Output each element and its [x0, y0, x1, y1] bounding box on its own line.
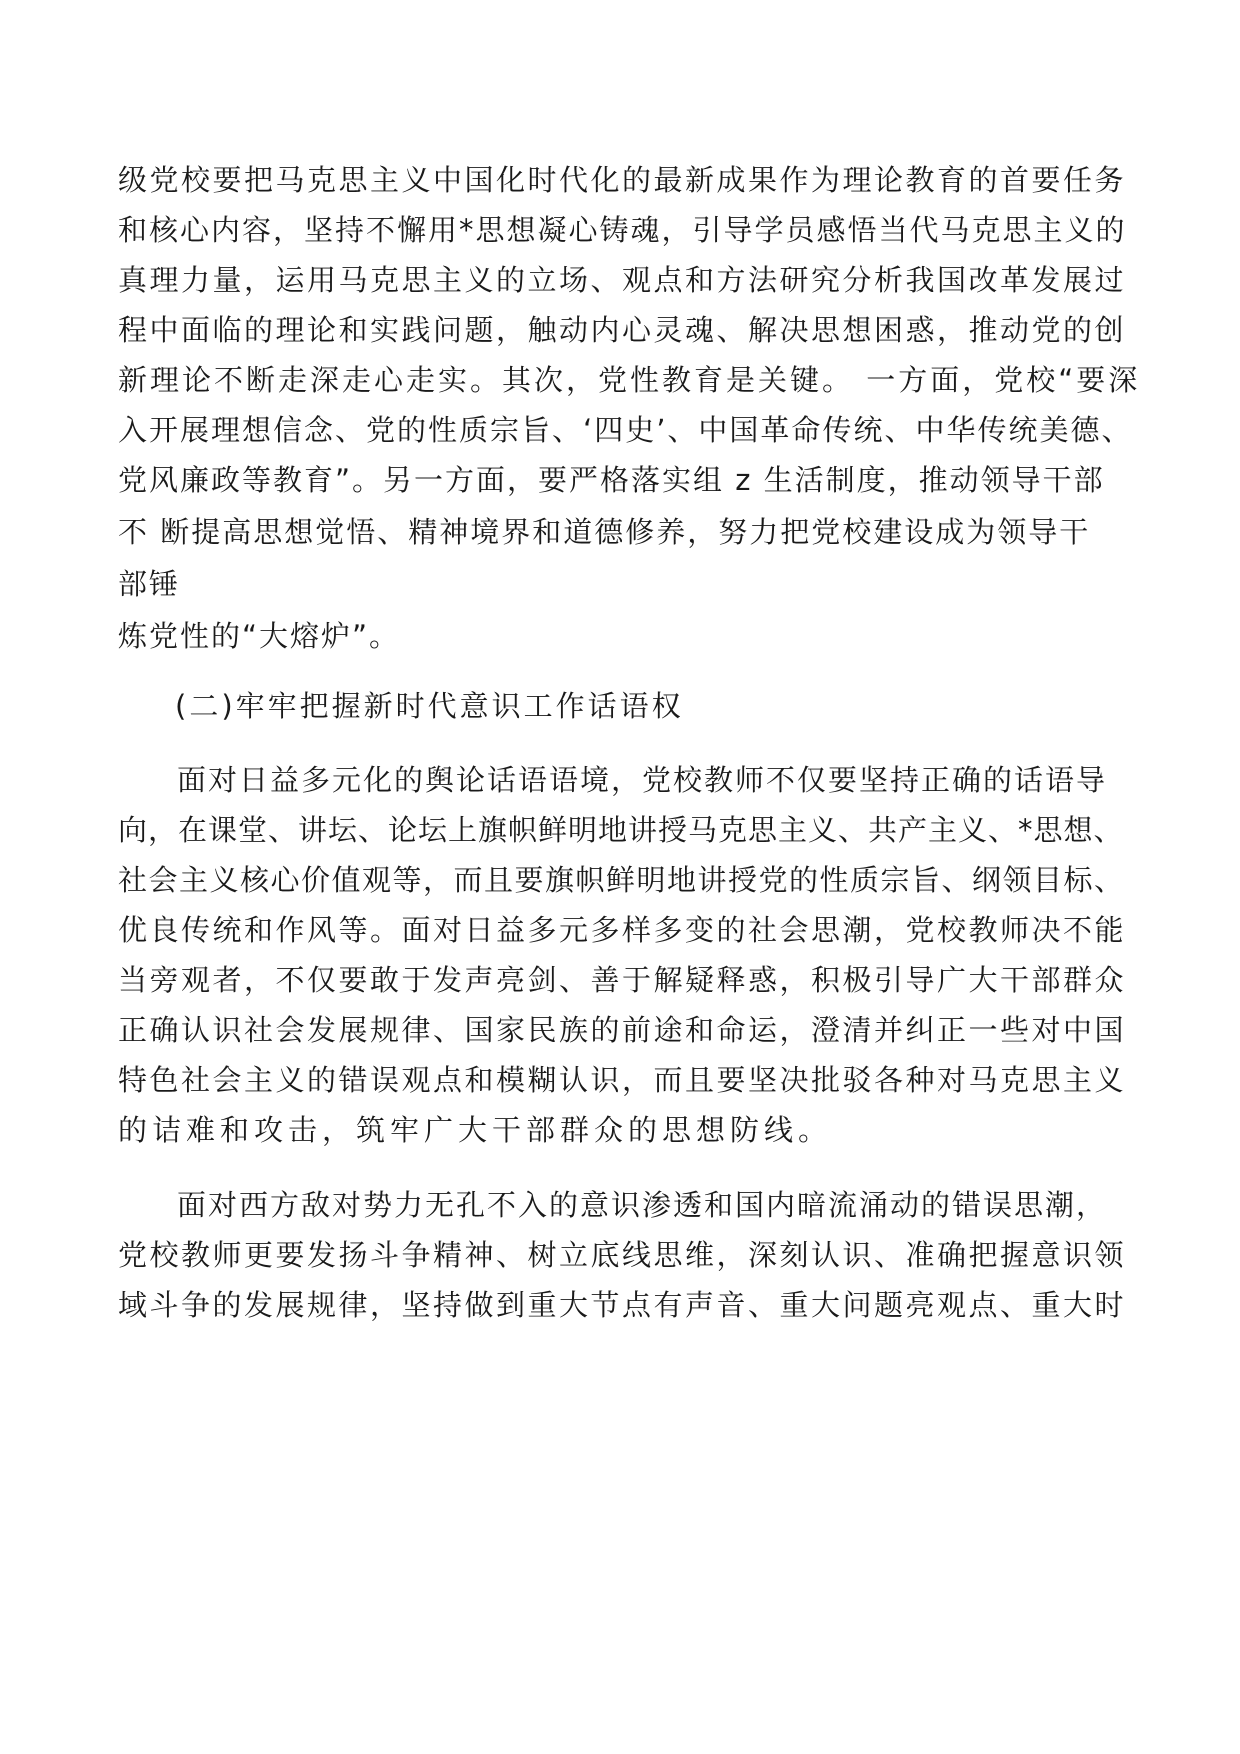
text-line: 炼党性的“大熔炉”。 — [118, 619, 401, 653]
text-line: 域斗争的发展规律，坚持做到重大节点有声音、重大问题亮观点、重大时 — [118, 1288, 1127, 1322]
text-line: 党校教师更要发扬斗争精神、树立底线思维，深刻认识、准确把握意识领 — [118, 1238, 1127, 1272]
text-line: 当旁观者，不仅要敢于发声亮剑、善于解疑释惑，积极引导广大干部群众 — [118, 963, 1127, 997]
text-line: 新理论不断走深走心走实。其次，党性教育是关键。 一方面，党校“要深 — [118, 363, 1141, 397]
text-line: 特色社会主义的错误观点和模糊认识，而且要坚决批驳各种对马克思主义 — [118, 1063, 1127, 1097]
text-line: 入开展理想信念、党的性质宗旨、‘四史’、中国革命传统、中华传统美德、 — [118, 413, 1133, 447]
text-line: 部锤 — [118, 567, 181, 601]
text-line: 党风廉政等教育”。另一方面，要严格落实组 z 生活制度，推动领导干部 — [118, 463, 1105, 497]
text-line: 社会主义核心价值观等，而且要旗帜鲜明地讲授党的性质宗旨、纲领目标、 — [118, 863, 1125, 897]
text-line: 面对日益多元化的舆论话语语境，党校教师不仅要坚持正确的话语导 — [177, 763, 1108, 797]
text-line: 真理力量，运用马克思主义的立场、观点和方法研究分析我国改革发展过 — [118, 263, 1127, 297]
text-line: 和核心内容，坚持不懈用*思想凝心铸魂，引导学员感悟当代马克思主义的 — [118, 213, 1127, 247]
text-line: 向，在课堂、讲坛、论坛上旗帜鲜明地讲授马克思主义、共产主义、*思想、 — [118, 813, 1124, 847]
text-line: 程中面临的理论和实践问题，触动内心灵魂、解决思想困惑，推动党的创 — [118, 313, 1127, 347]
text-line: 不 断提高思想觉悟、精神境界和道德修养，努力把党校建设成为领导干 — [118, 515, 1091, 549]
text-line: 优良传统和作风等。面对日益多元多样多变的社会思潮，党校教师决不能 — [118, 913, 1127, 947]
text-line: 正确认识社会发展规律、国家民族的前途和命运，澄清并纠正一些对中国 — [118, 1013, 1127, 1047]
text-line: 面对西方敌对势力无孔不入的意识渗透和国内暗流涌动的错误思潮， — [177, 1188, 1108, 1222]
text-line: 级党校要把马克思主义中国化时代化的最新成果作为理论教育的首要任务 — [118, 163, 1127, 197]
text-line: 的诘难和攻击，筑牢广大干部群众的思想防线。 — [118, 1113, 833, 1147]
section-heading: (二)牢牢把握新时代意识工作话语权 — [175, 689, 684, 723]
